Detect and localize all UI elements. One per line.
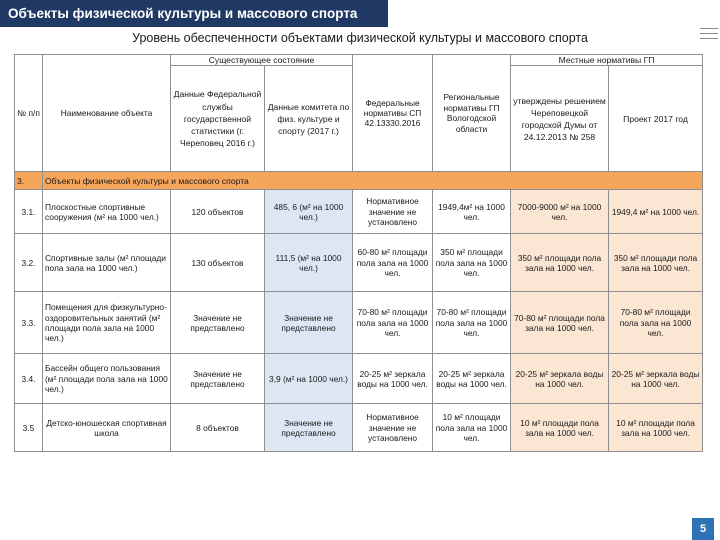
header-group-existing: Существующее состояние (171, 55, 353, 66)
row-city: 8 объектов (171, 404, 265, 452)
row-project: 1949,4 м² на 1000 чел. (609, 190, 703, 234)
table-row (15, 190, 703, 234)
row-num: 3.3. (15, 292, 43, 354)
row-name: Плоскостные спортивные сооружения (м² на 1000 чел.) (43, 190, 171, 234)
header-approved: утверждены решением Череповецкой городской Думы от 24.12.2013 № 258 (511, 66, 609, 172)
row-name: Бассейн общего пользования (м² площади пола зала на 1000 чел.) (43, 354, 171, 404)
section-name: Объекты физической культуры и массового спорта (43, 172, 703, 190)
row-name: Детско-юношеская спортивная школа (43, 404, 171, 452)
row-approved: 7000-9000 м² на 1000 чел. (511, 190, 609, 234)
row-regional: 20-25 м² зеркала воды на 1000 чел. (433, 354, 511, 404)
page-number-badge: 5 (692, 518, 714, 540)
row-approved: 70-80 м² площади пола зала на 1000 чел. (511, 292, 609, 354)
header-name: Наименование объекта (43, 55, 171, 172)
row-committee: Значение не представлено (265, 404, 353, 452)
row-project: 70-80 м² площади пола зала на 1000 чел. (609, 292, 703, 354)
row-project: 350 м² площади пола зала на 1000 чел. (609, 234, 703, 292)
section-row (15, 172, 703, 190)
table-subtitle: Уровень обеспеченности объектами физической культуры и массового спорта (132, 31, 588, 45)
row-num: 3.5 (15, 404, 43, 452)
header-group-local: Местные нормативы ГП (511, 55, 703, 66)
row-federal: 20-25 м² зеркала воды на 1000 чел. (353, 354, 433, 404)
header-num: № п/п (15, 55, 43, 172)
row-approved: 350 м² площади пола зала на 1000 чел. (511, 234, 609, 292)
header-federal: Федеральные нормативы СП 42.13330.2016 (353, 55, 433, 172)
table-row (15, 404, 703, 452)
header-committee-data: Данные комитета по физ. культуре и спорту (2017 г.) (265, 66, 353, 172)
table-row (15, 354, 703, 404)
row-name: Спортивные залы (м² площади пола зала на 1000 чел.) (43, 234, 171, 292)
row-committee: Значение не представлено (265, 292, 353, 354)
sports-facilities-table (14, 54, 703, 452)
header-project: Проект 2017 год (609, 66, 703, 172)
header-group-row (15, 55, 703, 66)
section-num: 3. (15, 172, 43, 190)
row-federal: 70-80 м² площади пола зала на 1000 чел. (353, 292, 433, 354)
header-city-data: Данные Федеральной службы государственной статистики (г. Череповец 2016 г.) (171, 66, 265, 172)
row-project: 10 м² площади пола зала на 1000 чел. (609, 404, 703, 452)
row-committee: 485, 6 (м² на 1000 чел.) (265, 190, 353, 234)
row-committee: 3,9 (м² на 1000 чел.) (265, 354, 353, 404)
row-city: Значение не представлено (171, 292, 265, 354)
row-num: 3.1. (15, 190, 43, 234)
table-row (15, 292, 703, 354)
row-regional: 10 м² площади пола зала на 1000 чел. (433, 404, 511, 452)
row-name: Помещения для физкультурно-оздоровительных занятий (м² площади пола зала на 1000 чел.) (43, 292, 171, 354)
row-federal: Нормативное значение не установлено (353, 190, 433, 234)
row-committee: 111,5 (м² на 1000 чел.) (265, 234, 353, 292)
row-regional: 70-80 м² площади пола зала на 1000 чел. (433, 292, 511, 354)
row-city: 130 объектов (171, 234, 265, 292)
row-city: Значение не представлено (171, 354, 265, 404)
row-city: 120 объектов (171, 190, 265, 234)
header-regional: Региональные нормативы ГП Вологодской области (433, 55, 511, 172)
row-approved: 10 м² площади пола зала на 1000 чел. (511, 404, 609, 452)
row-regional: 350 м² площади пола зала на 1000 чел. (433, 234, 511, 292)
row-num: 3.4. (15, 354, 43, 404)
page-title: Объекты физической культуры и массового спорта (0, 0, 388, 27)
row-project: 20-25 м² зеркала воды на 1000 чел. (609, 354, 703, 404)
row-approved: 20-25 м² зеркала воды на 1000 чел. (511, 354, 609, 404)
row-federal: 60-80 м² площади пола зала на 1000 чел. (353, 234, 433, 292)
row-federal: Нормативное значение не установлено (353, 404, 433, 452)
table-row (15, 234, 703, 292)
row-num: 3.2. (15, 234, 43, 292)
row-regional: 1949,4м² на 1000 чел. (433, 190, 511, 234)
